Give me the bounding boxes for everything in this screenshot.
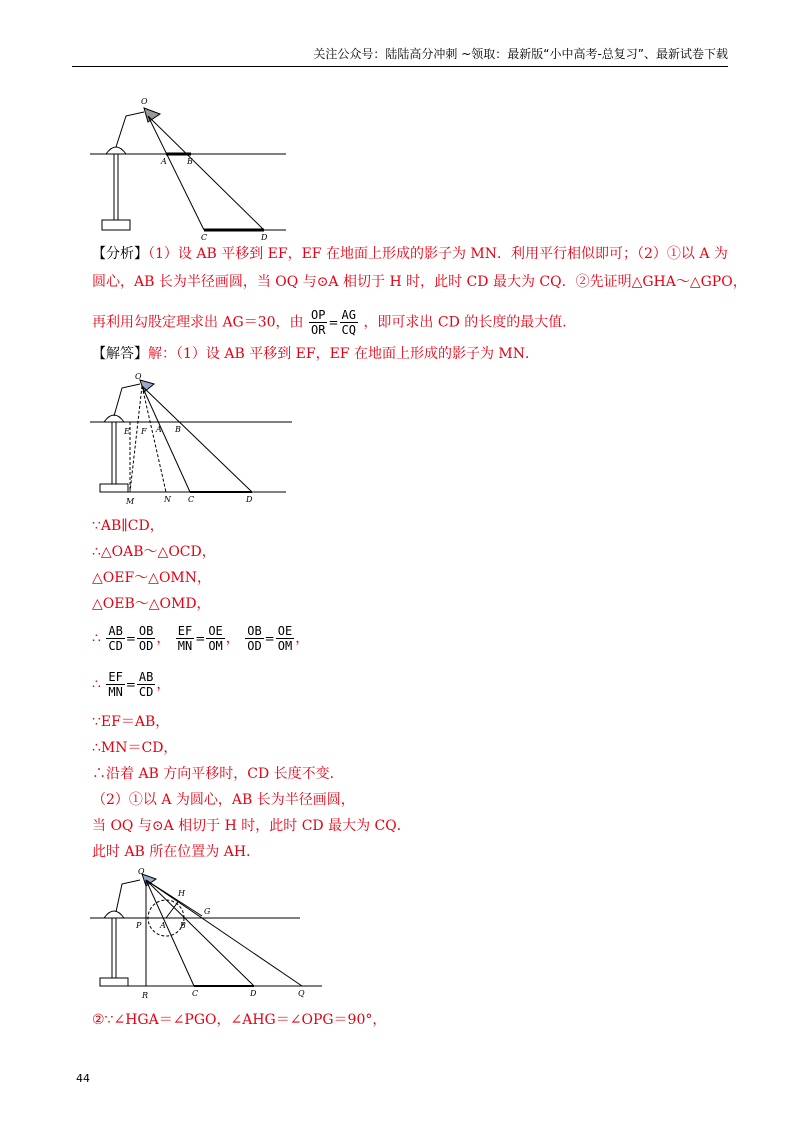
label-C: C bbox=[201, 233, 208, 242]
label-B: B bbox=[175, 425, 181, 434]
solution-step-10: （2）①以 A 为圆心，AB 长为半径画圆， bbox=[92, 792, 355, 808]
analysis-line-2: 圆心，AB 长为半径画圆，当 OQ 与⊙A 相切于 H 时，此时 CD 最大为 CQ．②先证明△GHA～△GPO， bbox=[92, 274, 747, 290]
fraction-op-or: $\frac{OP}{OR}$ bbox=[311, 308, 326, 337]
fraction-ag-cq: $\frac{AG}{CQ}$ bbox=[341, 308, 356, 337]
label-E: E bbox=[124, 427, 130, 436]
solution-ratios-2: ∴ $\frac{EF}{MN}$ = $\frac{AB}{CD}$ ， bbox=[92, 670, 171, 699]
figure-3 bbox=[86, 866, 336, 1006]
label-C: C bbox=[188, 495, 195, 504]
label-Q: Q bbox=[298, 989, 305, 998]
solution-step-8: ∴MN＝CD， bbox=[92, 740, 178, 756]
label-O: O bbox=[141, 97, 148, 106]
label-D: D bbox=[250, 989, 257, 998]
solution-step-9: ∴沿着 AB 方向平移时，CD 长度不变． bbox=[92, 766, 344, 782]
figure-2 bbox=[86, 370, 326, 510]
label-A: A bbox=[160, 921, 166, 930]
solution-ratios-1: ∴ $\frac{AB}{CD}$ = $\frac{OB}{OD}$ ， $\frac{EF}{MN}$ = $\frac{OE}{OM}$ ， $\frac{OB}{OD}$ = $\frac{OE}{OM}$ ， bbox=[92, 624, 310, 653]
label-D: D bbox=[261, 233, 268, 242]
label-M: M bbox=[126, 497, 135, 506]
label-B: B bbox=[180, 921, 186, 930]
analysis-line-3: 再利用勾股定理求出 AG＝30，由 $\frac{OP}{OR}$ = $\frac{AG}{CQ}$ ，即可求出 CD 的长度的最大值． bbox=[92, 308, 577, 337]
solution-step-1: ∵AB∥CD， bbox=[92, 518, 164, 534]
label-B: B bbox=[187, 157, 193, 166]
label-P: P bbox=[136, 921, 142, 930]
figure-1 bbox=[86, 92, 296, 242]
solution-heading: 【解答】解：（1）设 AB 平移到 EF，EF 在地面上形成的影子为 MN． bbox=[92, 346, 540, 362]
solution-step-2: ∴△OAB～△OCD， bbox=[92, 544, 216, 560]
solution-step-11: 当 OQ 与⊙A 相切于 H 时，此时 CD 最大为 CQ． bbox=[92, 818, 411, 834]
label-G: G bbox=[204, 907, 211, 916]
page-header: 关注公众号：陆陆高分冲刺 ~领取：最新版“小中高考-总复习”、最新试卷下载 bbox=[72, 44, 728, 67]
label-H: H bbox=[178, 889, 185, 898]
label-O: O bbox=[138, 867, 145, 876]
page-number: 44 bbox=[76, 1072, 90, 1085]
solution-step-3: △OEF～△OMN， bbox=[92, 570, 212, 586]
solution-step-13: ②∵∠HGA＝∠PGO，∠AHG＝∠OPG＝90°， bbox=[92, 1012, 387, 1028]
solution-step-12: 此时 AB 所在位置为 AH． bbox=[92, 844, 261, 860]
label-N: N bbox=[164, 495, 171, 504]
label-F: F bbox=[141, 427, 147, 436]
label-A: A bbox=[161, 157, 167, 166]
label-A: A bbox=[156, 425, 162, 434]
label-R: R bbox=[142, 991, 149, 1000]
solution-step-7: ∵EF＝AB， bbox=[92, 714, 170, 730]
label-D: D bbox=[246, 495, 253, 504]
label-C: C bbox=[192, 989, 199, 998]
solution-step-4: △OEB～△OMD， bbox=[92, 596, 211, 612]
analysis-line-1: 【分析】（1）设 AB 平移到 EF，EF 在地面上形成的影子为 MN．利用平行相似即可；（2）①以 A 为 bbox=[92, 246, 728, 262]
label-O: O bbox=[135, 372, 142, 381]
